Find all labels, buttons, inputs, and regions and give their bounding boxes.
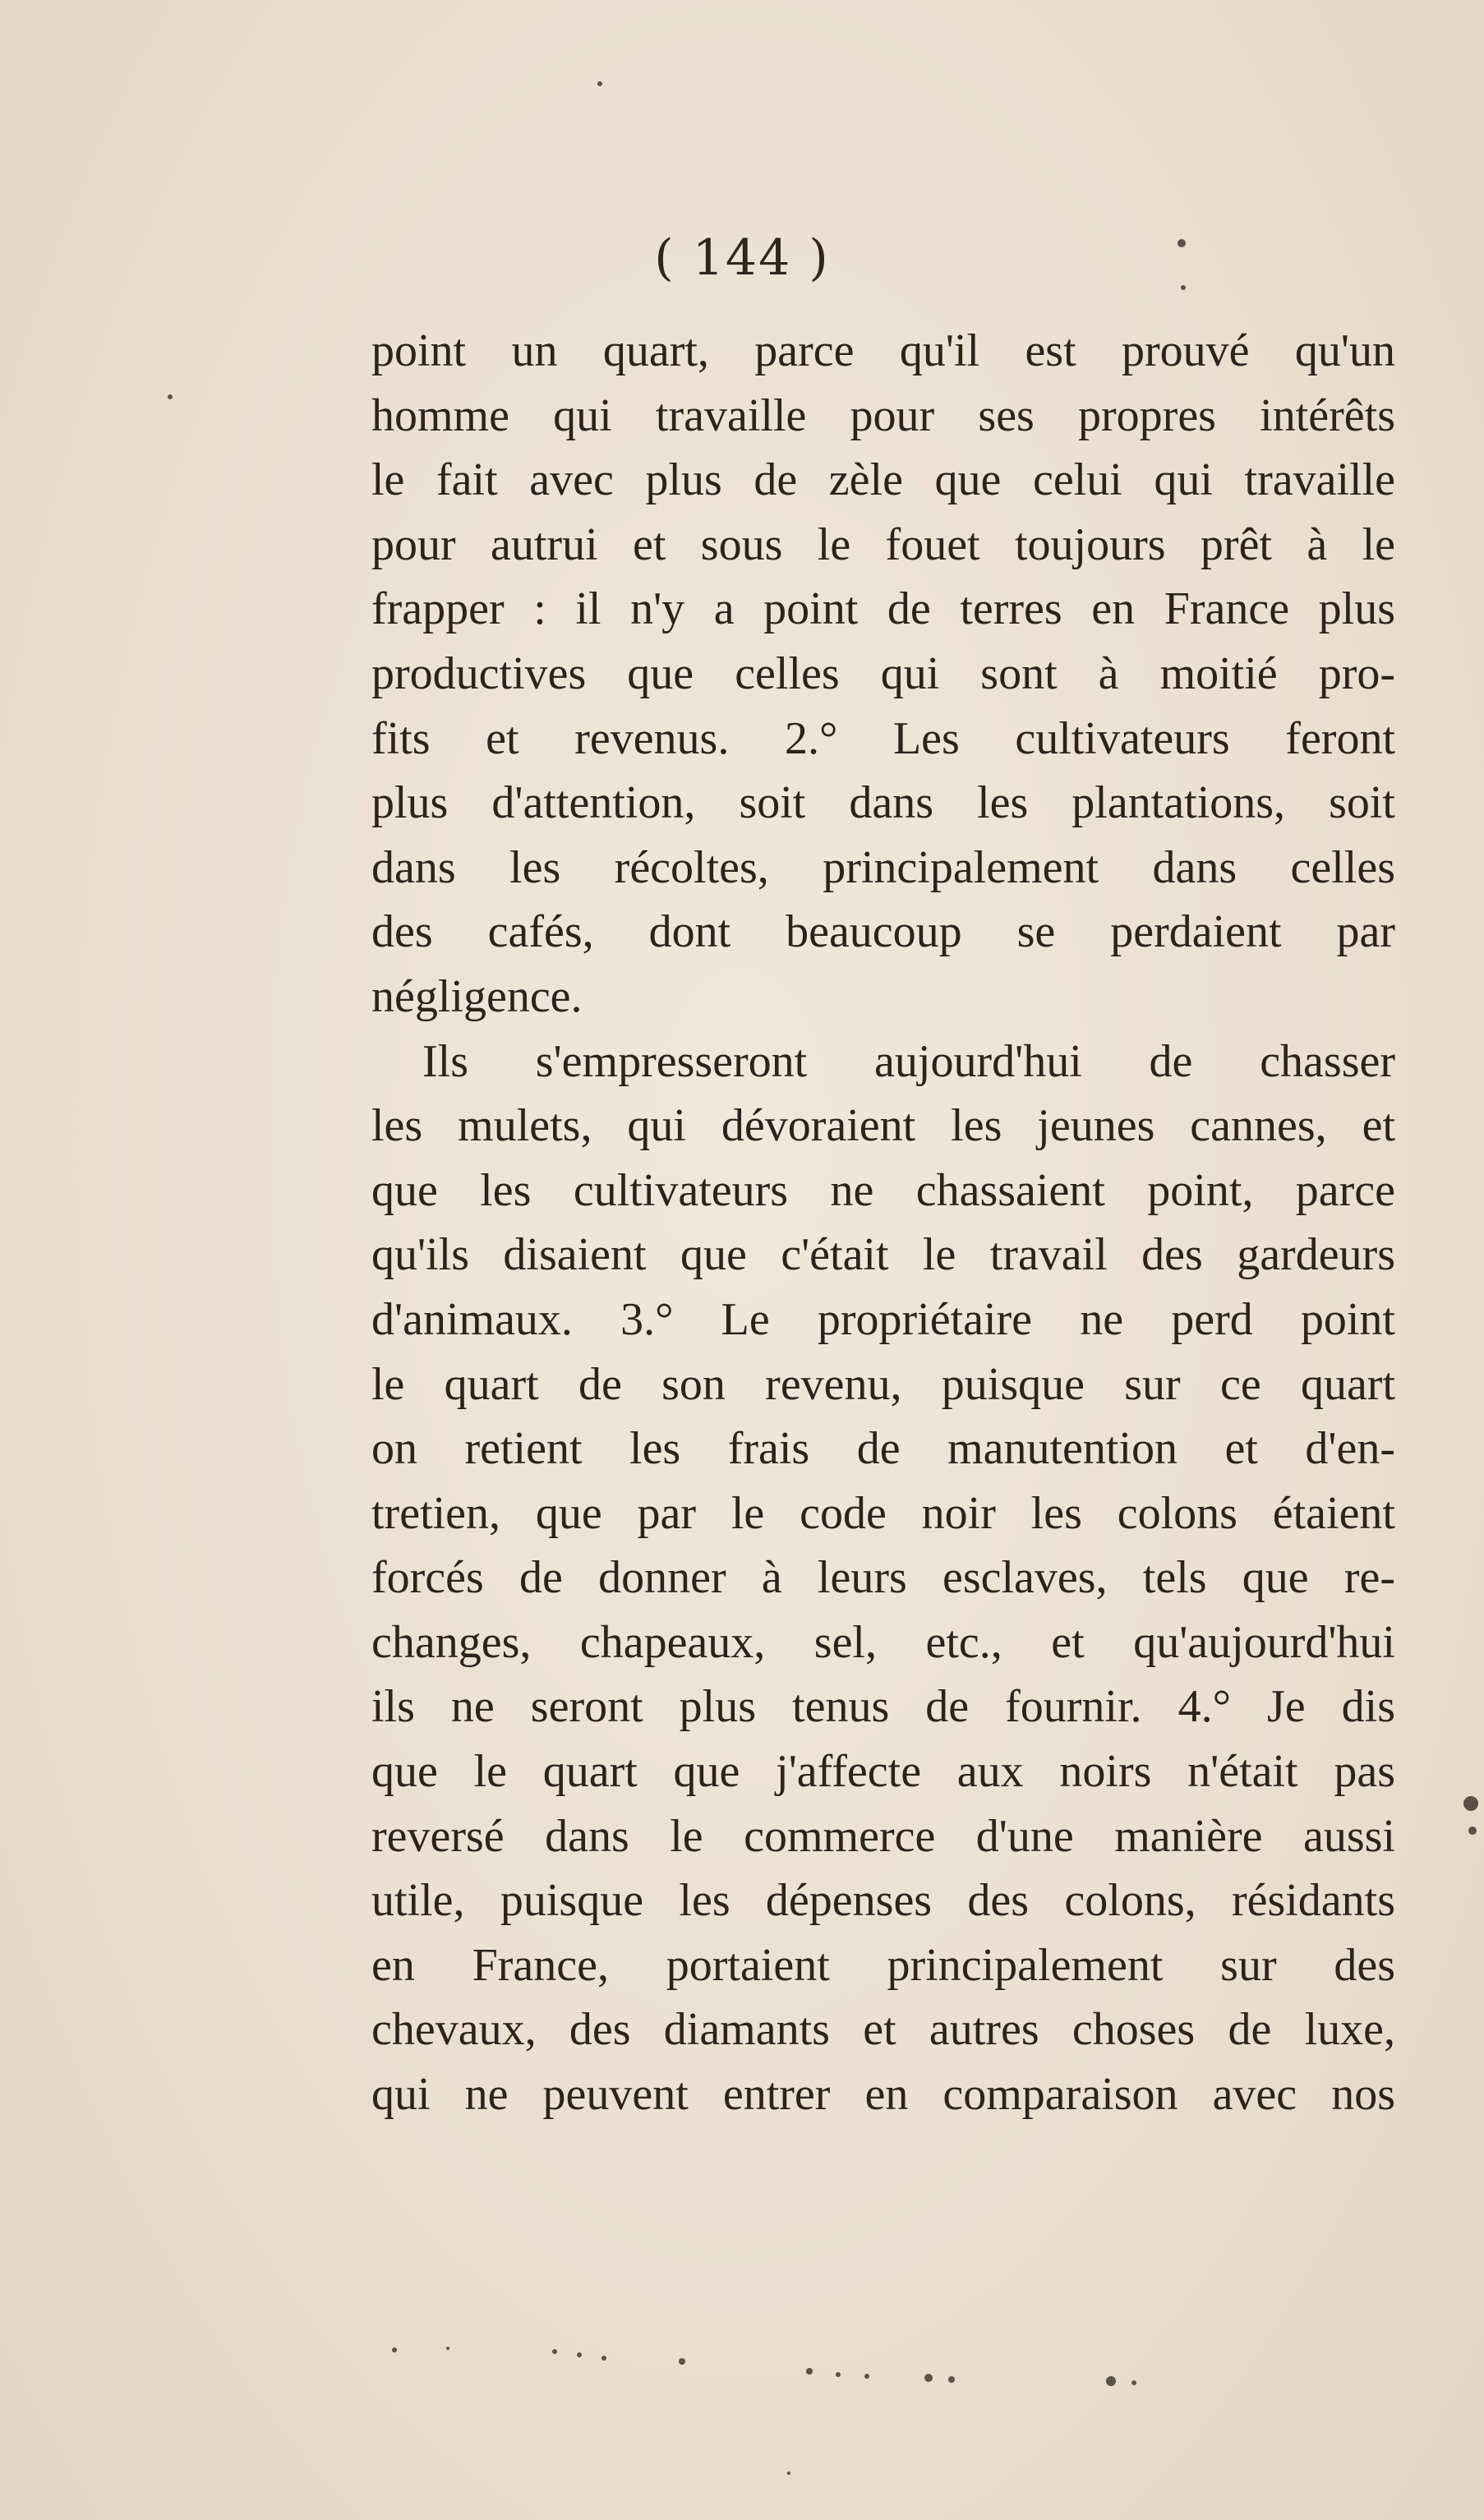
body-text <box>371 319 1395 2127</box>
text-line: des cafés, dont beaucoup se perdaient par <box>371 906 1395 958</box>
text-line: le fait avec plus de zèle que celui qui travaille <box>371 454 1395 506</box>
page-number: ( 144 ) <box>654 229 830 287</box>
text-line: fits et revenus. 2.° Les cultivateurs feront <box>371 712 1395 764</box>
text-line: utile, puisque les dépenses des colons, résidants <box>371 1875 1395 1927</box>
text-line: que le quart que j'affecte aux noirs n'était pas <box>371 1746 1395 1798</box>
text-line: Ils s'empresseront aujourd'hui de chasser <box>422 1035 1395 1087</box>
text-line: les mulets, qui dévoraient les jeunes cannes, et <box>371 1100 1395 1152</box>
text-line: qui ne peuvent entrer en comparaison avec nos <box>371 2069 1395 2121</box>
text-line: plus d'attention, soit dans les plantations, soit <box>371 777 1395 829</box>
text-line: point un quart, parce qu'il est prouvé qu'un <box>371 325 1395 376</box>
text-line: ils ne seront plus tenus de fournir. 4.° Je dis <box>371 1681 1395 1733</box>
text-line: tretien, que par le code noir les colons étaient <box>371 1487 1395 1539</box>
text-line: reversé dans le commerce d'une manière aussi <box>371 1810 1395 1862</box>
text-line: homme qui travaille pour ses propres intérêts <box>371 389 1395 441</box>
text-line: d'animaux. 3.° Le propriétaire ne perd point <box>371 1293 1395 1345</box>
text-line: productives que celles qui sont à moitié pro- <box>371 647 1395 699</box>
text-line: en France, portaient principalement sur des <box>371 1939 1395 1991</box>
text-line: qu'ils disaient que c'était le travail des gardeurs <box>371 1229 1395 1281</box>
text-line: négligence. <box>371 970 583 1022</box>
text-line: le quart de son revenu, puisque sur ce quart <box>371 1358 1395 1410</box>
text-line: dans les récoltes, principalement dans celles <box>371 841 1395 893</box>
text-line: on retient les frais de manutention et d'en- <box>371 1423 1395 1475</box>
text-line: forcés de donner à leurs esclaves, tels que re- <box>371 1552 1395 1604</box>
text-line: frapper : il n'y a point de terres en France plus <box>371 583 1395 635</box>
text-line: changes, chapeaux, sel, etc., et qu'aujourd'hui <box>371 1616 1395 1668</box>
text-line: chevaux, des diamants et autres choses de luxe, <box>371 2004 1395 2056</box>
text-line: que les cultivateurs ne chassaient point, parce <box>371 1164 1395 1216</box>
text-line: pour autrui et sous le fouet toujours prêt à le <box>371 518 1395 570</box>
